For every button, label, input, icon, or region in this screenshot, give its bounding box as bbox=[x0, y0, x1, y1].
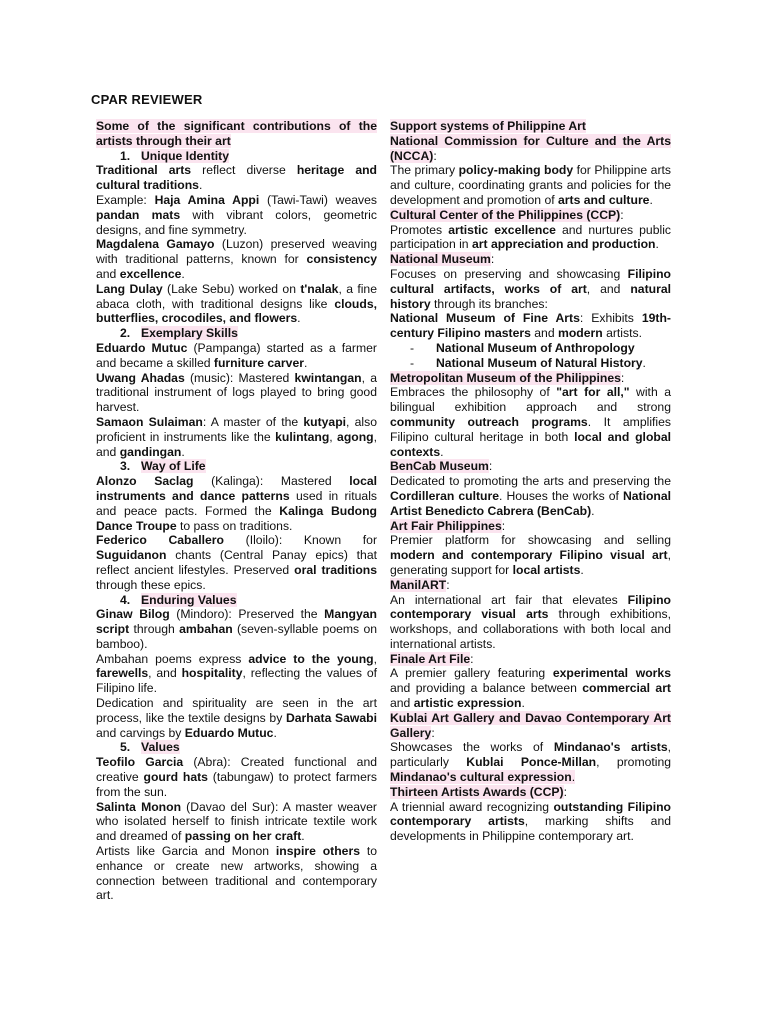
paragraph bbox=[390, 533, 671, 577]
text-run: : bbox=[501, 518, 506, 533]
paragraph bbox=[96, 652, 377, 696]
text-run: (Mindoro): Preserved the bbox=[169, 607, 325, 622]
text-run: artists. bbox=[602, 326, 642, 341]
text-run: Magdalena Gamayo bbox=[96, 237, 215, 252]
text-run: commercial art bbox=[582, 681, 671, 696]
text-run: pandan mats bbox=[96, 207, 181, 222]
text-run: Metropolitan Museum of the Philippines bbox=[390, 370, 621, 385]
text-run: A triennial award recognizing bbox=[390, 799, 554, 814]
section-heading bbox=[96, 149, 377, 164]
text-run: reflect diverse bbox=[191, 163, 297, 178]
text-run: and bbox=[530, 326, 558, 341]
paragraph bbox=[96, 607, 377, 651]
text-run: , promoting bbox=[596, 755, 672, 770]
text-run: Support systems of Philippine Art bbox=[390, 119, 586, 133]
text-run: kwintangan bbox=[294, 370, 362, 385]
text-run: advice to the young bbox=[248, 651, 374, 666]
text-run: Art Fair Philippines bbox=[390, 518, 502, 533]
section-number: 5. bbox=[120, 740, 131, 755]
section-label: Unique Identity bbox=[141, 148, 230, 163]
text-run: : bbox=[431, 725, 435, 740]
text-run: Thirteen Artists Awards (CCP) bbox=[390, 784, 564, 799]
text-run: local instruments and dance patterns bbox=[96, 474, 378, 503]
dash-bullet: - bbox=[410, 340, 415, 355]
text-run: through exhibitions, workshops, and collaborations with both local and international artists. bbox=[390, 607, 671, 651]
text-run: local and global contexts bbox=[390, 429, 671, 459]
text-run: Kalinga Budong Dance Troupe bbox=[96, 503, 377, 533]
paragraph bbox=[96, 800, 377, 844]
text-run: National Commission for Culture and the Arts (NCCA) bbox=[390, 133, 671, 163]
dash-bullet: - bbox=[410, 355, 415, 370]
text-run: through bbox=[129, 622, 180, 637]
text-run: Darhata Sawabi bbox=[285, 710, 378, 725]
text-run: modern and contemporary Filipino visual art bbox=[390, 548, 668, 563]
text-run: clouds, butterflies, crocodiles, and flowers bbox=[96, 296, 377, 326]
paragraph bbox=[96, 237, 377, 281]
text-run: Ginaw Bilog bbox=[96, 607, 170, 622]
section-label: Enduring Values bbox=[141, 592, 237, 607]
heading bbox=[390, 208, 671, 223]
text-run: : bbox=[446, 577, 450, 592]
text-run: , bbox=[329, 429, 338, 444]
text-run: oral traditions bbox=[294, 562, 377, 577]
text-run: . bbox=[591, 503, 595, 518]
section-heading bbox=[96, 740, 377, 755]
text-run: , marking shifts and developments in Philippine contemporary art. bbox=[390, 814, 671, 844]
text-run: (Luzon) preserved weaving with traditional patterns, known for bbox=[96, 237, 377, 267]
text-run: . bbox=[571, 770, 576, 785]
text-run: , and bbox=[586, 281, 631, 296]
paragraph bbox=[96, 696, 377, 740]
text-run: : bbox=[620, 370, 625, 385]
text-run: Embraces the philosophy of bbox=[390, 385, 557, 400]
text-run: Salinta Monon bbox=[96, 799, 182, 814]
text-run: Mangyan script bbox=[96, 607, 377, 637]
text-run: local artists bbox=[512, 562, 581, 577]
text-run: hospitality bbox=[181, 666, 243, 681]
text-run: and bbox=[96, 266, 120, 281]
heading bbox=[390, 785, 671, 800]
section-label: Values bbox=[141, 740, 180, 755]
list-item bbox=[390, 356, 671, 371]
section-number: 1. bbox=[120, 148, 131, 163]
text-run: with vibrant colors, geometric designs, and fine symmetry. bbox=[96, 207, 377, 237]
paragraph bbox=[96, 533, 377, 592]
paragraph bbox=[96, 844, 377, 903]
text-run: consistency bbox=[306, 252, 377, 267]
text-run: Kublai Ponce-Millan bbox=[466, 755, 597, 770]
paragraph bbox=[390, 385, 671, 459]
text-run: gandingan bbox=[119, 444, 182, 459]
text-run: Artists like Garcia and Monon bbox=[96, 844, 276, 859]
text-run: used in rituals and peace pacts. Formed the bbox=[96, 488, 377, 518]
text-run: Traditional arts bbox=[96, 163, 192, 178]
heading bbox=[390, 134, 671, 164]
section-number: 4. bbox=[120, 592, 131, 607]
paragraph bbox=[390, 474, 671, 518]
paragraph bbox=[390, 223, 671, 253]
text-run: A premier gallery featuring bbox=[390, 666, 553, 681]
text-run: Filipino cultural artifacts, works of art bbox=[390, 266, 671, 296]
text-run: Promotes bbox=[390, 222, 449, 237]
heading bbox=[390, 371, 671, 386]
paragraph bbox=[390, 163, 671, 207]
section-heading bbox=[96, 326, 377, 341]
text-run: Kublai Art Gallery and Davao Contemporary Art Gallery bbox=[390, 710, 671, 740]
paragraph bbox=[96, 371, 377, 415]
text-run: ambahan bbox=[179, 622, 233, 637]
text-run: Lang Dulay bbox=[96, 281, 163, 296]
text-run: National Museum bbox=[390, 252, 491, 267]
paragraph bbox=[96, 474, 377, 533]
text-run: to pass on traditions. bbox=[176, 518, 293, 533]
paragraph bbox=[390, 740, 671, 784]
text-run: . bbox=[303, 355, 308, 370]
text-run: : bbox=[563, 784, 567, 799]
paragraph bbox=[96, 193, 377, 237]
list-item-tail: . bbox=[642, 355, 646, 370]
text-run: : A master of the bbox=[202, 414, 304, 429]
text-run: Teofilo Garcia bbox=[96, 755, 184, 770]
text-run: Uwang Ahadas bbox=[96, 370, 185, 385]
text-run: . bbox=[198, 178, 203, 193]
right-column bbox=[390, 119, 671, 844]
text-run: natural history bbox=[390, 281, 671, 311]
page-title: CPAR REVIEWER bbox=[91, 92, 203, 107]
text-run: Eduardo Mutuc bbox=[184, 725, 274, 740]
text-run: Samaon Sulaiman bbox=[96, 414, 203, 429]
paragraph bbox=[96, 415, 377, 459]
text-run: artistic excellence bbox=[448, 222, 556, 237]
text-run: to enhance or create new artworks, showing a connection between traditional and contemporary art. bbox=[96, 844, 377, 903]
text-run: (seven-syllable poems on bamboo). bbox=[96, 622, 377, 651]
text-run: , and bbox=[96, 429, 377, 459]
text-run: National Artist Benedicto Cabrera (BenCab) bbox=[390, 488, 672, 518]
text-run: and bbox=[390, 696, 414, 711]
text-run: : bbox=[433, 148, 437, 163]
text-run: kulintang bbox=[275, 429, 330, 444]
text-run: Suguidanon bbox=[96, 548, 167, 563]
paragraph bbox=[390, 666, 671, 710]
heading bbox=[390, 711, 671, 741]
text-run: Some of the significant contributions of the artists through their art bbox=[96, 119, 377, 148]
left-column bbox=[96, 119, 377, 903]
text-run: (Iloilo): Known for bbox=[224, 533, 377, 548]
text-run: Focuses on preserving and showcasing bbox=[390, 266, 628, 281]
section-number: 3. bbox=[120, 459, 131, 474]
text-run: Showcases the works of bbox=[390, 740, 554, 755]
text-run: Mindanao's cultural expression bbox=[390, 770, 572, 785]
text-run: . bbox=[301, 829, 305, 844]
paragraph bbox=[96, 755, 377, 799]
text-run: furniture carver bbox=[213, 355, 304, 370]
text-run: Haja Amina Appi bbox=[154, 192, 260, 207]
text-run: , also proficient in instruments like the bbox=[96, 414, 377, 444]
text-run: ManilART bbox=[390, 577, 447, 592]
text-run: excellence bbox=[119, 266, 182, 281]
heading bbox=[390, 578, 671, 593]
text-run: , particularly bbox=[390, 740, 671, 770]
text-run: and providing a balance between bbox=[390, 681, 583, 696]
text-run: Eduardo Mutuc bbox=[96, 340, 188, 355]
text-run: passing on her craft bbox=[184, 829, 302, 844]
text-run: , a fine abaca cloth, with traditional designs like bbox=[96, 281, 377, 311]
text-run: . bbox=[297, 311, 301, 326]
text-run: . bbox=[655, 237, 659, 252]
text-run: agong bbox=[337, 429, 374, 444]
text-run: through these epics. bbox=[96, 577, 206, 592]
text-run: An international art fair that elevates bbox=[390, 592, 628, 607]
section-number: 2. bbox=[120, 326, 131, 341]
heading bbox=[390, 119, 671, 134]
text-run: and carvings by bbox=[96, 725, 185, 740]
section-heading bbox=[96, 593, 377, 608]
text-run: : Exhibits bbox=[579, 311, 642, 326]
text-run: (Kalinga): Mastered bbox=[193, 474, 350, 489]
text-run: Federico Caballero bbox=[96, 533, 224, 548]
text-run: (music): Mastered bbox=[184, 370, 295, 385]
list-item-text: National Museum of Natural History bbox=[436, 355, 643, 370]
text-run: modern bbox=[557, 326, 603, 341]
text-run: Cordilleran culture bbox=[390, 488, 500, 503]
text-run: (tabungaw) to protect farmers from the sun. bbox=[96, 770, 377, 799]
text-run: inspire others bbox=[275, 844, 360, 859]
paragraph bbox=[390, 800, 671, 844]
text-run: : bbox=[490, 252, 495, 267]
text-run: farewells bbox=[96, 666, 149, 681]
paragraph bbox=[96, 341, 377, 371]
text-run: Cultural Center of the Philippines (CCP) bbox=[390, 207, 621, 222]
text-run: 19th-century Filipino masters bbox=[390, 311, 671, 341]
list-item-text: National Museum of Anthropology bbox=[436, 340, 635, 355]
list-item bbox=[390, 341, 671, 356]
text-run: . It amplifies Filipino cultural heritage in both bbox=[390, 414, 671, 444]
text-run: "art for all," bbox=[556, 385, 630, 400]
text-run: through its branches: bbox=[430, 296, 548, 311]
text-run: , a traditional instrument of logs played to bring good harvest. bbox=[96, 370, 377, 415]
text-run: , bbox=[373, 651, 377, 666]
text-run: Example: bbox=[96, 192, 155, 207]
text-run: National Museum of Fine Arts bbox=[390, 311, 580, 326]
text-run: arts and culture bbox=[558, 192, 650, 207]
text-run: . bbox=[181, 266, 185, 281]
text-run: . bbox=[649, 192, 653, 207]
text-run: with a bilingual exhibition approach and strong bbox=[390, 385, 671, 415]
text-run: Alonzo Saclag bbox=[96, 474, 194, 489]
paragraph bbox=[96, 282, 377, 326]
section-label: Way of Life bbox=[141, 459, 206, 474]
text-run: (Abra): Created functional and creative bbox=[96, 755, 378, 785]
text-run: The primary bbox=[390, 163, 459, 178]
text-run: (Davao del Sur): A master weaver who isolated herself to finish intricate textile work and dreamed of bbox=[96, 799, 377, 844]
text-run: : bbox=[620, 207, 624, 222]
text-run: (Pampanga) started as a farmer and became a skilled bbox=[96, 340, 377, 370]
text-run: : bbox=[470, 651, 474, 666]
text-run: and nurtures public participation in bbox=[390, 222, 671, 252]
text-run: experimental works bbox=[552, 666, 671, 681]
text-run: t'nalak bbox=[300, 281, 339, 296]
text-run: . bbox=[440, 444, 444, 459]
paragraph bbox=[96, 163, 377, 193]
text-run: (Tawi-Tawi) weaves bbox=[259, 192, 377, 207]
text-run: policy-making body bbox=[458, 163, 574, 178]
text-run: community outreach programs bbox=[390, 414, 588, 429]
text-run: . bbox=[181, 444, 185, 459]
text-run: . bbox=[580, 562, 584, 577]
heading bbox=[390, 519, 671, 534]
text-run: Dedicated to promoting the arts and preserving the bbox=[390, 474, 671, 489]
text-run: (Lake Sebu) worked on bbox=[162, 281, 301, 296]
text-run: , generating support for bbox=[390, 548, 671, 577]
paragraph bbox=[390, 267, 671, 311]
text-run: outstanding Filipino contemporary artists bbox=[390, 799, 671, 829]
text-run: , and bbox=[148, 666, 182, 681]
text-run: gourd hats bbox=[143, 770, 208, 785]
text-run: BenCab Museum bbox=[390, 459, 489, 474]
text-run: Ambahan poems express bbox=[96, 651, 249, 666]
heading bbox=[390, 459, 671, 474]
text-run: for Philippine arts and culture, coordinating grants and policies for the development and promotion of bbox=[390, 163, 671, 207]
heading bbox=[390, 252, 671, 267]
text-run: art appreciation and production bbox=[471, 237, 656, 252]
text-run: Dedication and spirituality are seen in the art process, like the textile designs by bbox=[96, 696, 377, 725]
section-heading bbox=[96, 459, 377, 474]
heading bbox=[390, 652, 671, 667]
text-run: artistic expression bbox=[413, 696, 522, 711]
section-label: Exemplary Skills bbox=[141, 326, 238, 341]
text-run: . bbox=[273, 725, 277, 740]
text-run: . bbox=[521, 696, 525, 711]
text-run: Filipino contemporary visual arts bbox=[390, 592, 671, 622]
text-run: chants (Central Panay epics) that reflect ancient lifestyles. Preserved bbox=[96, 548, 377, 577]
paragraph bbox=[390, 593, 671, 652]
text-run: : bbox=[488, 459, 493, 474]
text-run: kutyapi bbox=[303, 414, 347, 429]
paragraph bbox=[390, 311, 671, 341]
text-run: heritage and cultural traditions bbox=[96, 163, 377, 193]
text-run: Premier platform for showcasing and selling bbox=[390, 533, 671, 548]
text-run: Mindanao's artists bbox=[553, 740, 668, 755]
text-run: , reflecting the values of Filipino life. bbox=[96, 666, 378, 696]
text-run: Finale Art File bbox=[390, 651, 471, 666]
text-run: . Houses the works of bbox=[499, 488, 623, 503]
heading bbox=[96, 119, 377, 149]
